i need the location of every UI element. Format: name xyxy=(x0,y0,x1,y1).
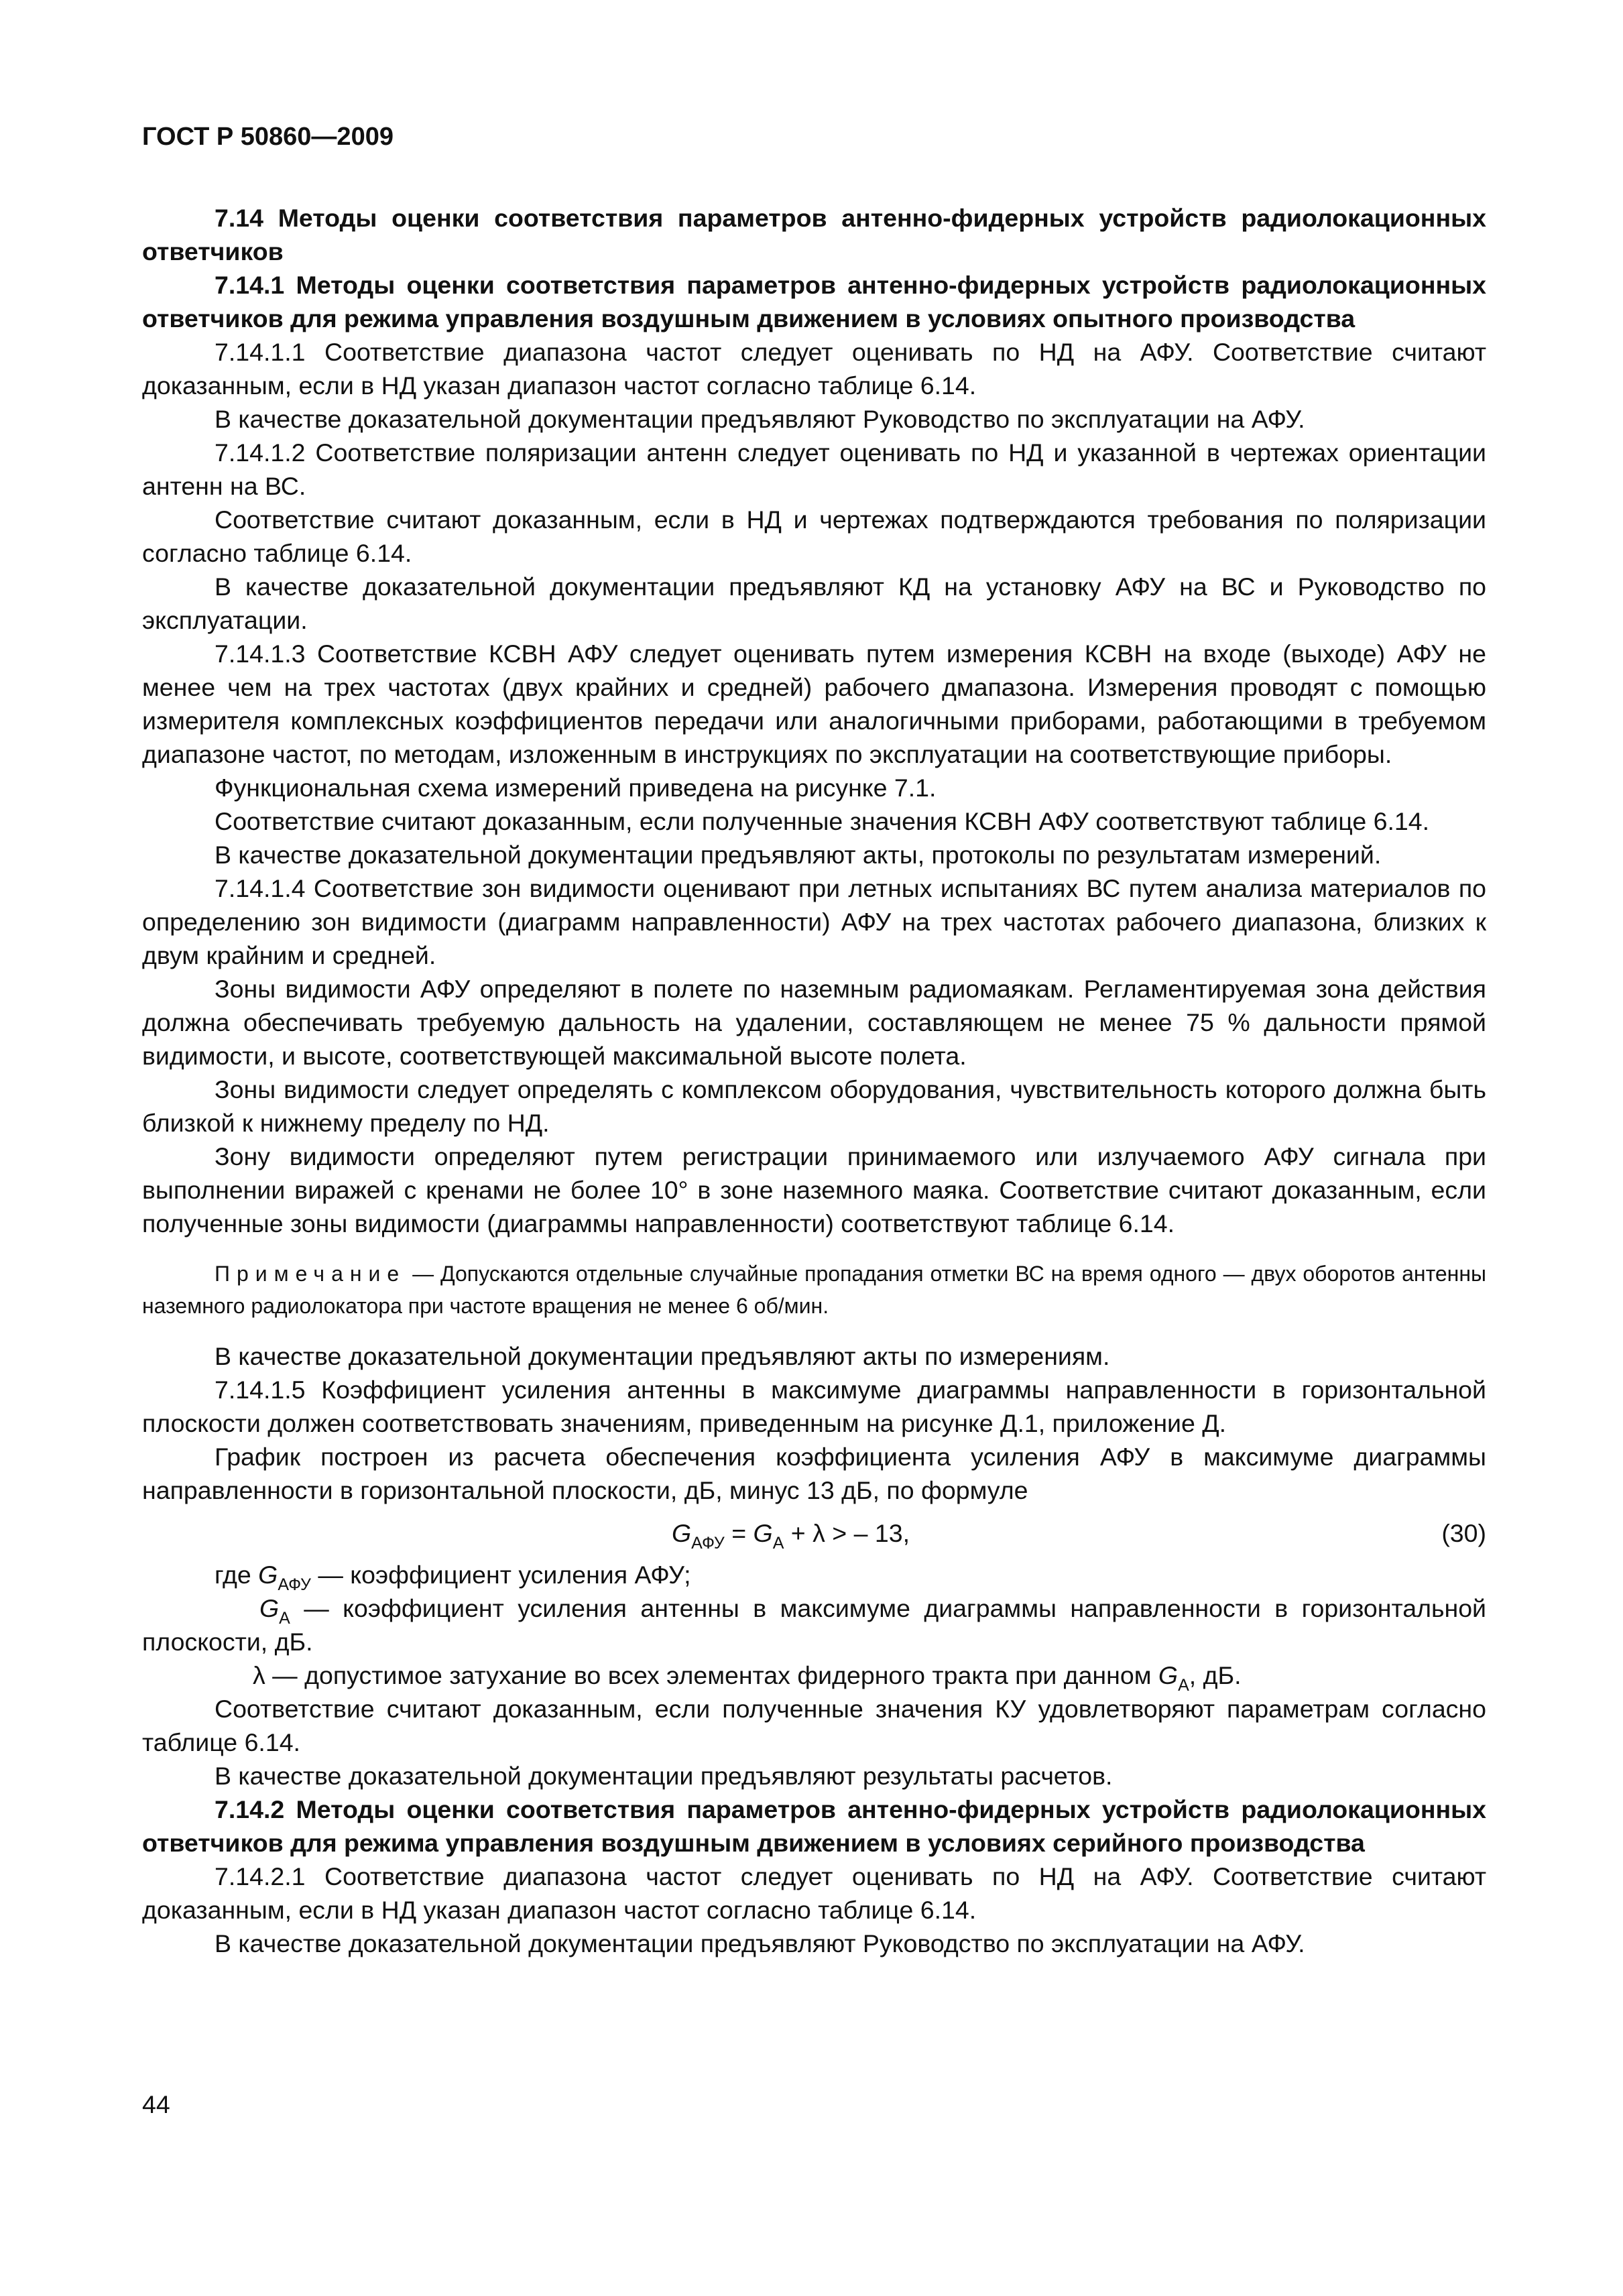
paragraph-7-14-1-4: 7.14.1.4 Соответствие зон видимости оценивают при летных испытаниях ВС путем анализа материалов по определению зон видимости (диаграмм направленности) АФУ на трех частотах рабочего диапазона, близких к двум крайним и средней. xyxy=(142,874,1486,969)
paragraph-7-14-2-1: 7.14.2.1 Соответствие диапазона частот следует оценивать по НД на АФУ. Соответствие считают доказанным, если в НД указан диапазон частот согласно таблице 6.14. xyxy=(142,1862,1486,1924)
paragraph: График построен из расчета обеспечения коэффициента усиления АФУ в максимуме диаграммы направленности в горизонтальной плоскости, дБ, минус 13 дБ, по формуле xyxy=(142,1443,1486,1504)
paragraph: Зоны видимости АФУ определяют в полете по наземным радиомаякам. Регламентируемая зона действия должна обеспечивать требуемую дальность на удалении, составляющем не менее 75 % дальности прямой видимости, и высоте, соответствующей максимальной высоте полета. xyxy=(142,975,1486,1070)
paragraph-7-14-1-1: 7.14.1.1 Соответствие диапазона частот следует оценивать по НД на АФУ. Соответствие считают доказанным, если в НД указан диапазон частот согласно таблице 6.14. xyxy=(142,338,1486,400)
formula-row xyxy=(142,1511,1486,1554)
paragraph: В качестве доказательной документации предъявляют акты по измерениям. xyxy=(215,1342,1110,1370)
page-number: 44 xyxy=(142,2090,170,2118)
formula xyxy=(672,1516,910,1553)
paragraph: Зоны видимости следует определять с комплексом оборудования, чувствительность которого должна быть близкой к нижнему пределу по НД. xyxy=(142,1075,1486,1137)
paragraph-7-14-1-3: 7.14.1.3 Соответствие КСВН АФУ следует оценивать путем измерения КСВН на входе (выходе) АФУ не менее чем на трех частотах (двух крайних и средней) рабочего дмапазона. Измерения проводят с помощью измерителя комплексных коэффициентов передачи или аналогичными приборами, работающими в требуемом диапазоне частот, по методам, изложенным в инструкциях по эксплуатации на соответствующие приборы. xyxy=(142,640,1486,768)
paragraph: Зону видимости определяют путем регистрации принимаемого или излучаемого АФУ сигнала при выполнении виражей с кренами не более 10° в зоне наземного маяка. Соответствие считают доказанным, если полученные зоны видимости (диаграммы направленности) соответствуют таблице 6.14. xyxy=(142,1142,1486,1237)
def3-symbol: G xyxy=(1158,1661,1179,1689)
formula-rhs-symbol: G xyxy=(753,1519,773,1547)
paragraph: Соответствие считают доказанным, если в НД и чертежах подтверждаются требования по поляризации согласно таблице 6.14. xyxy=(142,505,1486,567)
section-heading-7-14-1: 7.14.1 Методы оценки соответствия параметров антенно-фидерных устройств радиолокационных ответчиков для режима управления воздушным движением в условиях опытного производства xyxy=(142,271,1486,333)
paragraph-7-14-1-2: 7.14.1.2 Соответствие поляризации антенн следует оценивать по НД и указанной в чертежах ориентации антенн на ВС. xyxy=(142,438,1486,500)
section-heading-7-14: 7.14 Методы оценки соответствия параметров антенно-фидерных устройств радиолокационных ответчиков xyxy=(142,204,1486,265)
section-heading-7-14-2: 7.14.2 Методы оценки соответствия параметров антенно-фидерных устройств радиолокационных ответчиков для режима управления воздушным движением в условиях серийного производства xyxy=(142,1795,1486,1857)
def2-sub: А xyxy=(279,1609,290,1628)
paragraph: В качестве доказательной документации предъявляют акты, протоколы по результатам измерений. xyxy=(215,841,1382,869)
definition-lambda xyxy=(142,1658,1486,1695)
paragraph: В качестве доказательной документации предъявляют КД на установку АФУ на ВС и Руководство по эксплуатации. xyxy=(142,572,1486,634)
formula-rhs-sub: А xyxy=(772,1534,784,1553)
paragraph: Функциональная схема измерений приведена на рисунке 7.1. xyxy=(215,774,937,802)
paragraph: Соответствие считают доказанным, если полученные значения КУ удовлетворяют параметрам согласно таблице 6.14. xyxy=(142,1695,1486,1756)
note xyxy=(142,1258,1486,1322)
formula-number: (30) xyxy=(1441,1519,1486,1547)
paragraph-7-14-1-5: 7.14.1.5 Коэффициент усиления антенны в максимуме диаграммы направленности в горизонтальной плоскости должен соответствовать значениям, приведенным на рисунке Д.1, приложение Д. xyxy=(142,1376,1486,1437)
formula-lhs-symbol: G xyxy=(672,1519,692,1547)
definition-g-afu xyxy=(142,1558,1486,1594)
page-content xyxy=(142,201,1486,1960)
paragraph: В качестве доказательной документации предъявляют результаты расчетов. xyxy=(215,1762,1113,1790)
def2-symbol: G xyxy=(259,1594,280,1622)
formula-eq: = xyxy=(724,1519,754,1547)
def1-symbol: G xyxy=(258,1561,278,1589)
paragraph: В качестве доказательной документации предъявляют Руководство по эксплуатации на АФУ. xyxy=(215,405,1305,433)
def3-end: , дБ. xyxy=(1189,1661,1242,1689)
def2-text: — коэффициент усиления антенны в максимуме диаграммы направленности в горизонтальной плоскости, дБ. xyxy=(142,1594,1486,1656)
note-label: Примечание xyxy=(215,1262,406,1286)
note-text: — Допускаются отдельные случайные пропадания отметки ВС на время одного — двух оборотов антенны наземного радиолокатора при частоте вращения не менее 6 об/мин. xyxy=(142,1262,1486,1318)
def3-sub: А xyxy=(1178,1676,1189,1695)
standard-header: ГОСТ Р 50860—2009 xyxy=(142,123,394,151)
paragraph: Соответствие считают доказанным, если полученные значения КСВН АФУ соответствуют таблице 6.14. xyxy=(215,807,1429,835)
where-label: где xyxy=(215,1561,259,1589)
def1-sub: АФУ xyxy=(278,1575,311,1594)
paragraph: В качестве доказательной документации предъявляют Руководство по эксплуатации на АФУ. xyxy=(215,1929,1305,1957)
def1-text: — коэффициент усиления АФУ; xyxy=(310,1561,691,1589)
formula-rest: + λ > – 13, xyxy=(784,1519,910,1547)
def3-text: λ — допустимое затухание во всех элементах фидерного тракта при данном xyxy=(253,1661,1158,1689)
definition-g-a xyxy=(142,1591,1486,1658)
formula-lhs-sub: АФУ xyxy=(691,1534,725,1553)
